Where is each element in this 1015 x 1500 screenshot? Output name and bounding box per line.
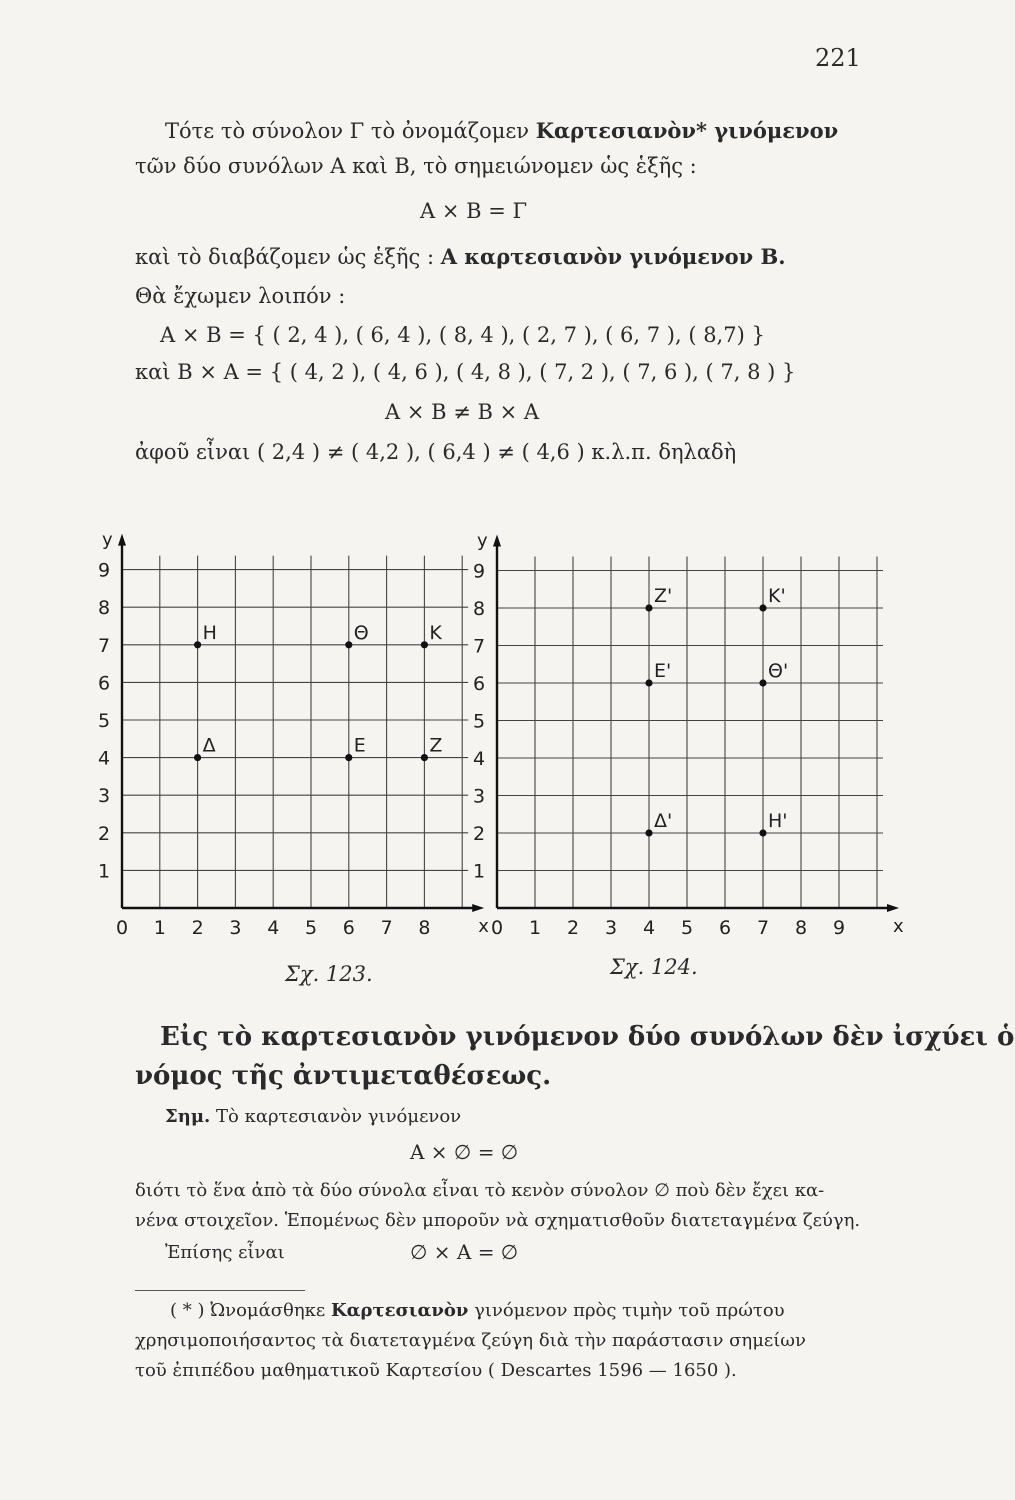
formula-inequality: Α × Β ≠ Β × Α	[385, 400, 540, 424]
theorem-line-2: νόμος τῆς ἀντιμεταθέσεως.	[135, 1061, 552, 1091]
fig123-point-1	[345, 641, 352, 648]
fig123-point-0	[194, 641, 201, 648]
fig124-x-tick-2: 2	[567, 917, 580, 939]
fig124-x-tick-0: 0	[491, 917, 504, 939]
footnote-text-a: ( * ) Ὠνομάσθηκε	[170, 1300, 326, 1321]
fig123-x-tick-3: 3	[229, 917, 242, 939]
intro-line-2: τῶν δύο συνόλων Α καὶ Β, τὸ σημειώνομεν ὡς ἑξῆς :	[135, 154, 697, 178]
footnote-line-3: τοῦ ἐπιπέδου μαθηματικοῦ Καρτεσίου ( Descartes 1596 — 1650 ).	[135, 1360, 737, 1381]
fig123-point-label-1: Θ	[353, 621, 369, 644]
fig124-x-label: x	[893, 916, 904, 937]
fig123-point-label-5: Ζ	[429, 734, 443, 757]
footnote-rule	[135, 1290, 305, 1291]
fig123-y-tick-2: 2	[98, 822, 111, 845]
fig124-y-tick-1: 1	[473, 860, 486, 883]
fig124-point-label-4: Δ'	[654, 810, 673, 832]
fig124-point-0	[645, 604, 652, 611]
fig123-x-tick-2: 2	[191, 917, 204, 939]
fig124-y-tick-4: 4	[473, 748, 486, 770]
footnote-text-b: γινόμενον πρὸς τιμὴν τοῦ πρώτου	[474, 1300, 785, 1321]
footnote-line-2: χρησιμοποιήσαντος τὰ διατεταγμένα ζεύγη διὰ τὴν παράστασιν σημείων	[135, 1330, 806, 1351]
fig124-y-tick-9: 9	[473, 560, 486, 583]
fig123-y-tick-9: 9	[98, 559, 111, 582]
fig123-point-2	[421, 641, 428, 648]
intro-line-5: ἀφοῦ εἶναι ( 2,4 ) ≠ ( 4,2 ), ( 6,4 ) ≠ ( 4,6 ) κ.λ.π. δηλαδὴ	[135, 440, 737, 464]
formula-a-times-b-set: Α × Β = { ( 2, 4 ), ( 6, 4 ), ( 8, 4 ), ( 2, 7 ), ( 6, 7 ), ( 8,7) }	[160, 323, 765, 347]
fig123-y-tick-3: 3	[98, 785, 111, 808]
fig124-point-label-3: Θ'	[768, 660, 789, 682]
reading-of-product: Α καρτεσιανὸν γινόμενον Β.	[440, 244, 786, 269]
fig124-point-1	[759, 604, 766, 611]
fig124-point-5	[759, 829, 766, 836]
intro-line-4: Θὰ ἔχωμεν λοιπόν :	[135, 284, 346, 308]
fig123-y-arrow	[118, 534, 126, 546]
fig123-x-tick-8: 8	[418, 917, 431, 939]
fig123-x-tick-0: 0	[116, 917, 129, 939]
fig123-y-label: y	[102, 529, 113, 551]
fig123-point-4	[345, 754, 352, 761]
cartesian-product-term: Καρτεσιανὸν* γινόμενον	[535, 118, 839, 143]
fig123-y-tick-5: 5	[98, 710, 111, 732]
fig124-y-tick-8: 8	[473, 598, 486, 620]
fig123-x-tick-5: 5	[305, 917, 318, 939]
fig123-point-label-4: Ε	[353, 734, 366, 757]
note-formula-2: ∅ × Α = ∅	[410, 1240, 519, 1264]
fig123-y-tick-4: 4	[98, 747, 111, 770]
intro-line-1-text: Τότε τὸ σύνολον Γ τὸ ὀνομάζομεν	[165, 119, 530, 143]
fig124-y-tick-2: 2	[473, 823, 486, 845]
figure-124	[473, 531, 904, 940]
footnote-line-1	[170, 1300, 785, 1321]
fig123-y-tick-8: 8	[98, 597, 111, 620]
note-line-3: νένα στοιχεῖον. Ἑπομένως δὲν μποροῦν νὰ σχηματισθοῦν διατεταγμένα ζεύγη.	[135, 1210, 861, 1231]
fig123-y-tick-7: 7	[98, 634, 111, 657]
figure-123	[98, 530, 489, 939]
note-line-1	[165, 1106, 461, 1127]
fig123-x-tick-4: 4	[267, 917, 280, 939]
note-formula-1: Α × ∅ = ∅	[410, 1140, 519, 1164]
formula-a-times-b: Α × Β = Γ	[420, 199, 528, 223]
intro-line-3-text: καὶ τὸ διαβάζομεν ὡς ἑξῆς :	[135, 245, 435, 269]
fig123-y-tick-6: 6	[98, 672, 111, 695]
figure-124-caption: Σχ. 124.	[610, 955, 698, 979]
fig124-y-tick-7: 7	[473, 635, 486, 658]
fig123-y-tick-1: 1	[98, 860, 111, 883]
fig123-point-label-2: Κ	[429, 621, 442, 644]
fig123-x-tick-7: 7	[380, 917, 393, 939]
fig124-point-label-5: Η'	[768, 810, 788, 832]
fig124-x-tick-6: 6	[719, 917, 732, 939]
fig123-point-5	[421, 754, 428, 761]
fig124-point-label-2: Ε'	[654, 660, 672, 682]
fig124-x-tick-1: 1	[529, 917, 542, 939]
formula-b-times-a-set: καὶ Β × Α = { ( 4, 2 ), ( 4, 6 ), ( 4, 8 ), ( 7, 2 ), ( 7, 6 ), ( 7, 8 ) }	[135, 360, 796, 384]
fig124-x-arrow	[887, 904, 899, 912]
note-line-4: Ἐπίσης εἶναι	[165, 1242, 285, 1263]
fig124-y-tick-5: 5	[473, 710, 486, 733]
fig124-y-label: y	[477, 530, 488, 552]
fig124-point-label-1: Κ'	[768, 585, 786, 607]
fig124-point-3	[759, 679, 766, 686]
fig123-point-label-3: Δ	[202, 734, 216, 757]
fig124-x-tick-8: 8	[795, 917, 808, 939]
page-number: 221	[815, 44, 861, 72]
fig123-x-tick-6: 6	[342, 917, 355, 939]
fig124-x-tick-7: 7	[757, 917, 770, 939]
note-text: Τὸ καρτεσιανὸν γινόμενον	[216, 1106, 462, 1127]
fig124-y-arrow	[493, 535, 501, 547]
fig123-point-label-0: Η	[202, 621, 217, 644]
fig124-x-tick-3: 3	[605, 917, 618, 939]
footnote-term: Καρτεσιανὸν	[330, 1300, 469, 1321]
fig124-point-2	[645, 679, 652, 686]
fig124-point-label-0: Ζ'	[654, 585, 673, 607]
fig124-y-tick-6: 6	[473, 673, 486, 695]
fig124-x-tick-5: 5	[681, 917, 694, 939]
fig124-point-4	[645, 829, 652, 836]
fig124-x-tick-9: 9	[833, 917, 846, 939]
note-label: Σημ.	[165, 1106, 211, 1127]
fig123-x-label: x	[478, 916, 489, 937]
fig124-x-tick-4: 4	[643, 917, 656, 939]
fig123-x-tick-1: 1	[153, 917, 166, 939]
theorem-line-1: Εἰς τὸ καρτεσιανὸν γινόμενον δύο συνόλων δὲν ἰσχύει ὁ	[160, 1022, 1015, 1052]
fig123-point-3	[194, 754, 201, 761]
figure-123-caption: Σχ. 123.	[285, 962, 373, 986]
fig123-x-arrow	[472, 904, 484, 912]
note-line-2: διότι τὸ ἕνα ἀπὸ τὰ δύο σύνολα εἶναι τὸ κενὸν σύνολον ∅ ποὺ δὲν ἔχει κα-	[135, 1180, 825, 1201]
fig124-y-tick-3: 3	[473, 785, 486, 808]
